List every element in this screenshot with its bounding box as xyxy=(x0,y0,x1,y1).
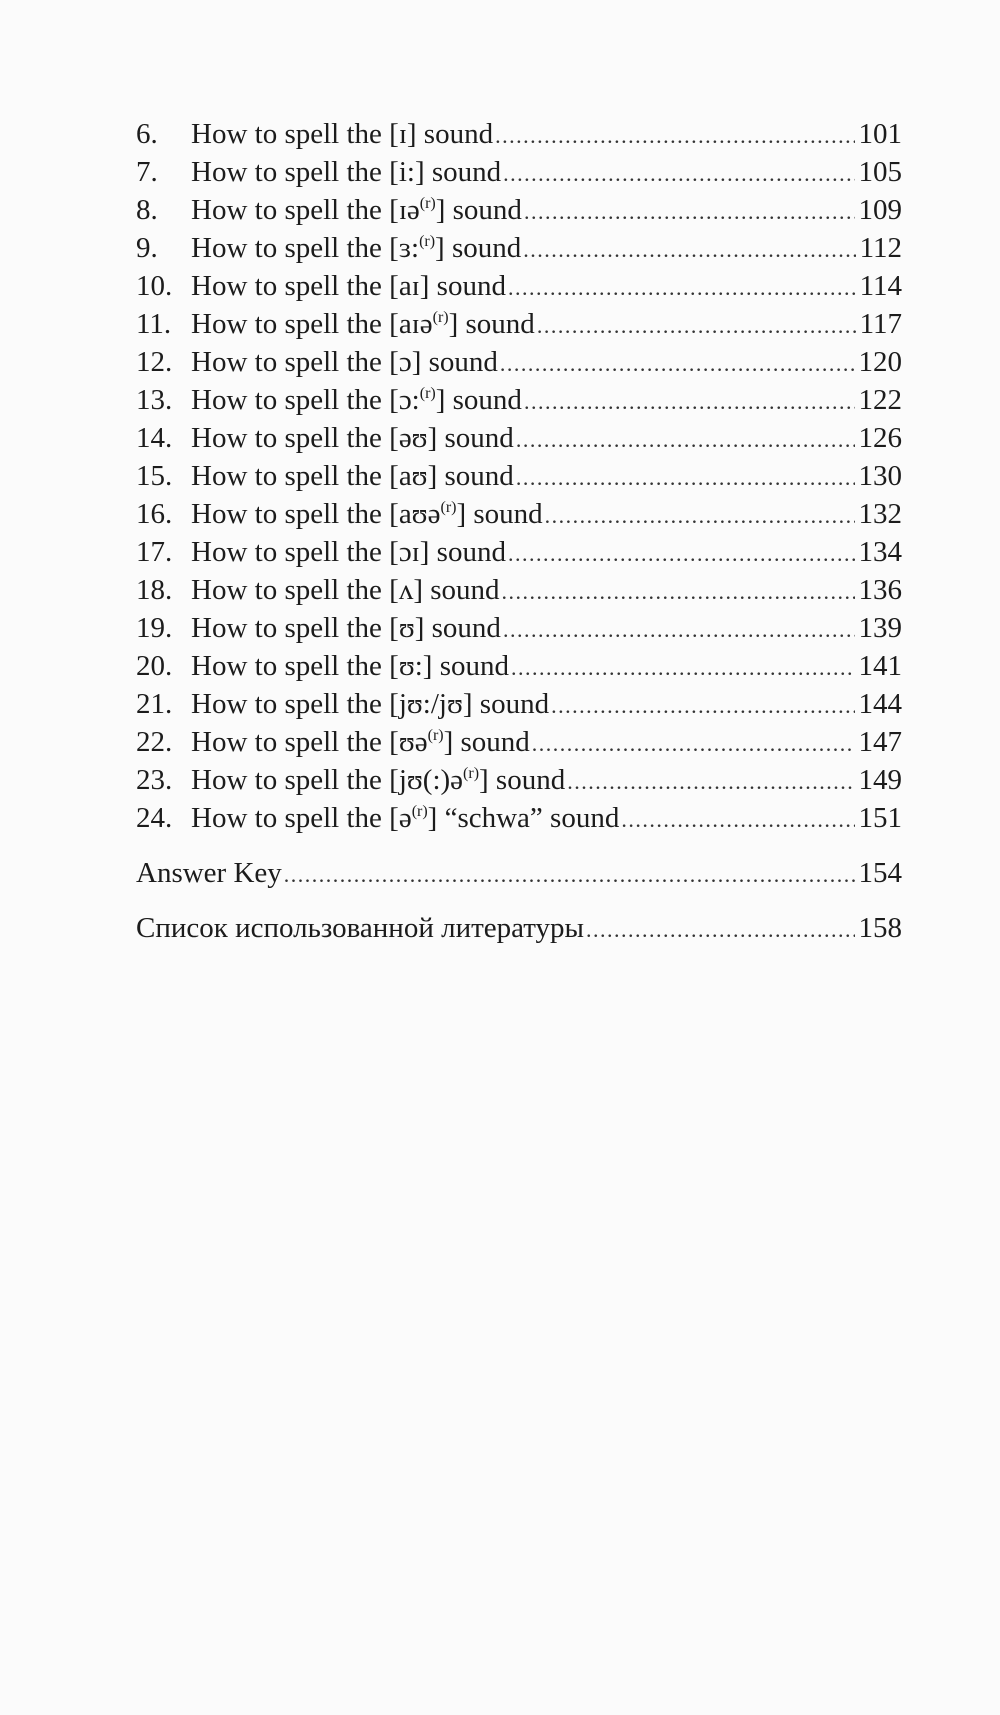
entry-title: How to spell the [aɪ] sound xyxy=(191,270,506,302)
entry-title: How to spell the [ɔ:$^{(r)}$] sound xyxy=(191,384,522,416)
page-number: 120 xyxy=(858,346,902,378)
entry-number: 10. xyxy=(136,270,173,302)
entry-number: 22. xyxy=(136,726,173,758)
page-number: 117 xyxy=(859,308,902,340)
phonetic-symbol: jʊ(:)ə xyxy=(398,764,464,796)
phonetic-symbol: əʊ xyxy=(398,422,428,454)
toc-entry[interactable] xyxy=(136,761,902,799)
dot-leader xyxy=(508,535,855,573)
page-number: 132 xyxy=(858,498,902,530)
page-number: 126 xyxy=(858,422,902,454)
entry-title: How to spell the [jʊ:/jʊ] sound xyxy=(191,688,550,720)
phonetic-symbol: jʊ:/jʊ xyxy=(398,688,463,720)
entry-title: How to spell the [i:] sound xyxy=(191,156,502,188)
entry-title: How to spell the [ə$^{(r)}$] “schwa” sound xyxy=(191,802,620,834)
phonetic-symbol: ɔ xyxy=(398,346,412,378)
entry-title: How to spell the [aʊə$^{(r)}$] sound xyxy=(191,498,543,530)
dot-leader xyxy=(523,231,855,269)
dot-leader xyxy=(567,763,854,801)
toc-entry[interactable] xyxy=(136,115,902,153)
entry-title: Answer Key xyxy=(136,857,282,889)
dot-leader xyxy=(508,269,856,307)
phonetic-symbol: aʊ xyxy=(398,460,428,492)
toc-entry-answer-key[interactable] xyxy=(136,854,902,892)
toc-entry[interactable] xyxy=(136,723,902,761)
dot-leader xyxy=(503,155,854,193)
toc-entry[interactable] xyxy=(136,457,902,495)
page-number: 149 xyxy=(858,764,902,796)
entry-title: How to spell the [ɪ] sound xyxy=(191,118,494,150)
phonetic-symbol: ʊ xyxy=(398,612,415,644)
entry-title: How to spell the [aɪə$^{(r)}$] sound xyxy=(191,308,535,340)
page-number: 114 xyxy=(859,270,902,302)
toc-entry[interactable] xyxy=(136,305,902,343)
page-number: 158 xyxy=(858,912,902,944)
phonetic-symbol: ɪə xyxy=(398,194,420,226)
dot-leader xyxy=(284,856,855,894)
entry-number: 13. xyxy=(136,384,173,416)
toc-entry[interactable] xyxy=(136,419,902,457)
page-number: 151 xyxy=(858,802,902,834)
phonetic-symbol: aʊə xyxy=(398,498,441,530)
dot-leader xyxy=(511,649,855,687)
toc-entry[interactable] xyxy=(136,647,902,685)
phonetic-symbol: aɪə xyxy=(398,308,433,340)
toc-entry[interactable] xyxy=(136,685,902,723)
dot-leader xyxy=(503,611,855,649)
page-number: 154 xyxy=(858,857,902,889)
dot-leader xyxy=(516,421,855,459)
entry-number: 16. xyxy=(136,498,173,530)
page-number: 136 xyxy=(858,574,902,606)
toc-entry[interactable] xyxy=(136,381,902,419)
dot-leader xyxy=(537,307,856,345)
page-number: 141 xyxy=(858,650,902,682)
phonetic-symbol: ʊ: xyxy=(398,650,423,682)
entry-number: 21. xyxy=(136,688,173,720)
phonetic-symbol: ə xyxy=(398,802,412,834)
entry-title: How to spell the [ʊə$^{(r)}$] sound xyxy=(191,726,530,758)
dot-leader xyxy=(545,497,855,535)
entry-number: 12. xyxy=(136,346,173,378)
entry-title: How to spell the [ɔɪ] sound xyxy=(191,536,506,568)
toc-entry[interactable] xyxy=(136,799,902,837)
phonetic-symbol: ɜ: xyxy=(398,232,420,264)
toc-entry[interactable] xyxy=(136,229,902,267)
table-of-contents xyxy=(136,115,902,947)
entry-title: How to spell the [ɔ] sound xyxy=(191,346,498,378)
toc-entry[interactable] xyxy=(136,571,902,609)
phonetic-symbol: aɪ xyxy=(398,270,420,302)
dot-leader xyxy=(532,725,855,763)
phonetic-symbol: i: xyxy=(398,156,415,188)
entry-number: 11. xyxy=(136,308,172,340)
entry-number: 23. xyxy=(136,764,173,796)
toc-entry[interactable] xyxy=(136,153,902,191)
entry-title: How to spell the [aʊ] sound xyxy=(191,460,514,492)
page-number: 130 xyxy=(858,460,902,492)
phonetic-symbol: ʊə xyxy=(398,726,428,758)
page-number: 134 xyxy=(858,536,902,568)
dot-leader xyxy=(551,687,854,725)
entry-number: 18. xyxy=(136,574,173,606)
entry-number: 19. xyxy=(136,612,173,644)
dot-leader xyxy=(516,459,855,497)
toc-entry[interactable] xyxy=(136,495,902,533)
dot-leader xyxy=(524,383,855,421)
page-number: 147 xyxy=(858,726,902,758)
entry-title: How to spell the [ʌ] sound xyxy=(191,574,500,606)
toc-entry[interactable] xyxy=(136,267,902,305)
dot-leader xyxy=(621,801,854,839)
entry-number: 6. xyxy=(136,118,158,150)
toc-entry-references[interactable] xyxy=(136,909,902,947)
entry-title: Список использованной литературы xyxy=(136,912,585,944)
entry-number: 7. xyxy=(136,156,158,188)
entry-number: 8. xyxy=(136,194,158,226)
toc-entry[interactable] xyxy=(136,609,902,647)
dot-leader xyxy=(495,117,854,155)
entry-number: 15. xyxy=(136,460,173,492)
phonetic-symbol: ʌ xyxy=(398,574,414,606)
dot-leader xyxy=(500,345,855,383)
page-number: 122 xyxy=(858,384,902,416)
phonetic-symbol: ɔɪ xyxy=(398,536,420,568)
entry-title: How to spell the [ɪə$^{(r)}$] sound xyxy=(191,194,522,226)
entry-title: How to spell the [əʊ] sound xyxy=(191,422,514,454)
entry-number: 9. xyxy=(136,232,158,264)
phonetic-symbol: ɪ xyxy=(398,118,407,150)
entry-number: 17. xyxy=(136,536,173,568)
phonetic-symbol: ɔ: xyxy=(398,384,420,416)
page-number: 112 xyxy=(859,232,902,264)
dot-leader xyxy=(524,193,855,231)
page-number: 105 xyxy=(858,156,902,188)
entry-number: 24. xyxy=(136,802,173,834)
page-number: 139 xyxy=(858,612,902,644)
entry-title: How to spell the [ʊ:] sound xyxy=(191,650,509,682)
page-number: 144 xyxy=(858,688,902,720)
page-number: 109 xyxy=(858,194,902,226)
entry-number: 20. xyxy=(136,650,173,682)
entry-title: How to spell the [ʊ] sound xyxy=(191,612,501,644)
entry-number: 14. xyxy=(136,422,173,454)
toc-entry[interactable] xyxy=(136,533,902,571)
dot-leader xyxy=(502,573,855,611)
page-number: 101 xyxy=(858,118,902,150)
dot-leader xyxy=(586,911,854,949)
entry-title: How to spell the [jʊ(:)ə$^{(r)}$] sound xyxy=(191,764,566,796)
toc-entry[interactable] xyxy=(136,191,902,229)
toc-entry[interactable] xyxy=(136,343,902,381)
entry-title: How to spell the [ɜ:$^{(r)}$] sound xyxy=(191,232,522,264)
